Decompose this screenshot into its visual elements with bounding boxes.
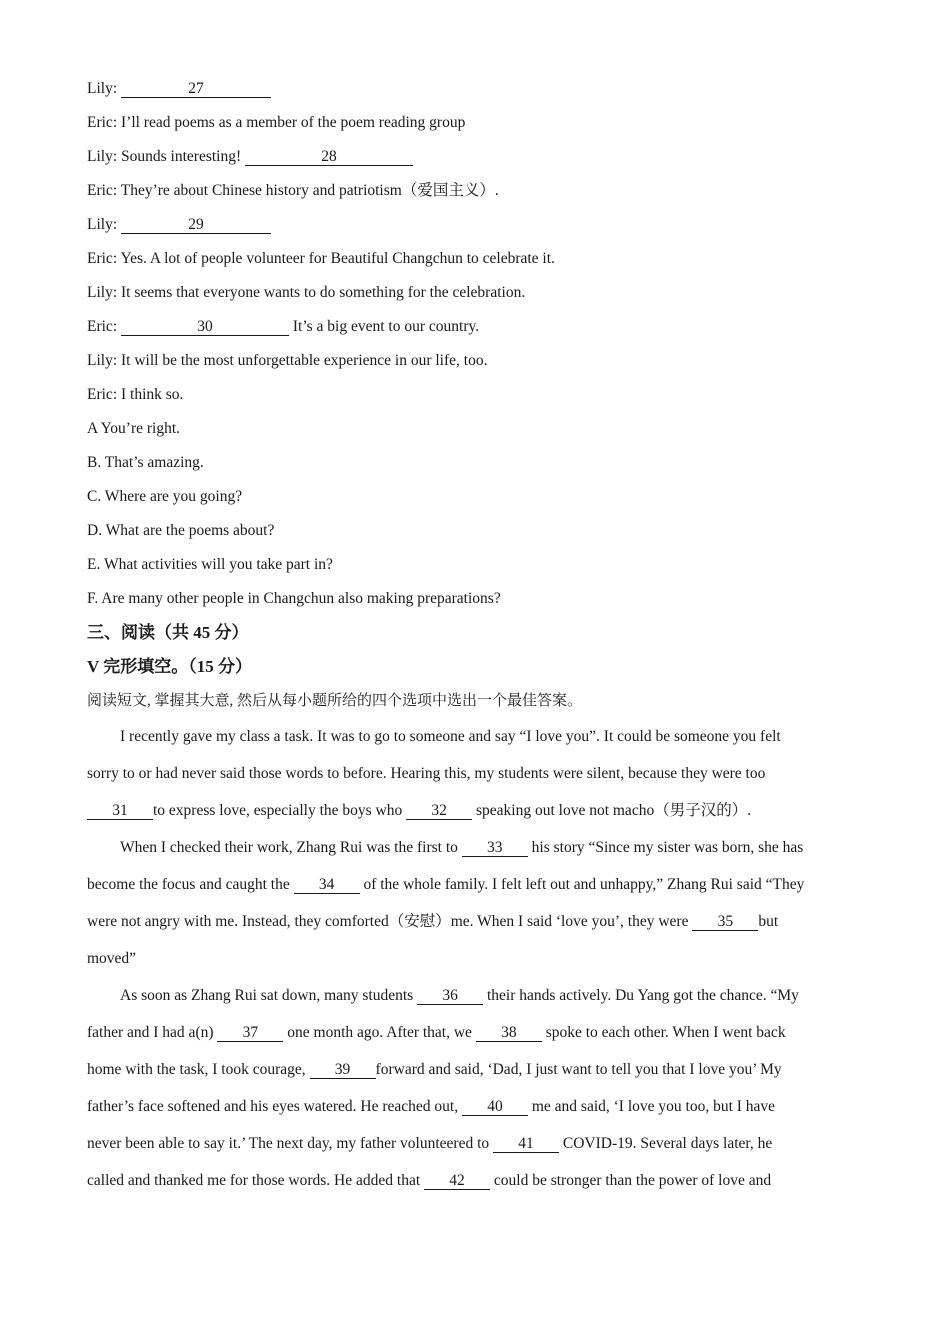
option-f: F. Are many other people in Changchun also making preparations? [87,590,501,607]
speaker: Lily: [87,352,118,369]
answer-blank-40: 40 [462,1099,528,1116]
dialogue-line-29 [87,208,867,242]
passage-line [87,866,867,903]
passage-text: father’s face softened and his eyes watered. He reached out, [87,1098,459,1115]
answer-blank-42: 42 [424,1173,490,1190]
passage-line [87,829,867,866]
passage-text: me and said, ‘I love you too, but I have [531,1098,776,1115]
passage-text: of the whole family. I felt left out and unhappy,” Zhang Rui said “They [363,876,805,893]
dialogue-line [87,242,867,276]
answer-blank-37: 37 [217,1025,283,1042]
dialogue-line [87,344,867,378]
answer-blank-29: 29 [121,217,271,234]
exam-page [87,72,867,1199]
dialogue-text: They’re about Chinese history and patriotism（爱国主义）. [120,182,499,199]
passage-text: become the focus and caught the [87,876,290,893]
passage-line [87,903,867,940]
dialogue-line [87,174,867,208]
passage-line [87,1014,867,1051]
answer-blank-38: 38 [476,1025,542,1042]
dialogue-line [87,106,867,140]
passage-text: When I checked their work, Zhang Rui was the first to [120,839,458,856]
speaker: Lily: [87,284,118,301]
passage-text: one month ago. After that, we [287,1024,472,1041]
answer-blank-30: 30 [121,319,289,336]
dialogue-text: Yes. A lot of people volunteer for Beautiful Changchun to celebrate it. [120,250,555,267]
answer-blank-33: 33 [462,840,528,857]
option-a: A You’re right. [87,420,181,437]
speaker: Eric: [87,250,118,267]
option-d: D. What are the poems about? [87,522,275,539]
passage-text: their hands actively. Du Yang got the chance. “My [486,987,799,1004]
passage-line: I recently gave my class a task. It was to go to someone and say “I love you”. It could be someone you felt [120,728,781,745]
passage-line: sorry to or had never said those words to before. Hearing this, my students were silent, because they were too [87,765,766,782]
answer-blank-41: 41 [493,1136,559,1153]
speaker: Eric: [87,182,118,199]
dialogue-line [87,276,867,310]
answer-blank-34: 34 [294,877,360,894]
passage-text: to express love, especially the boys who [153,802,403,819]
dialogue-text: I think so. [121,386,184,403]
instruction: 阅读短文, 掌握其大意, 然后从每小题所给的四个选项中选出一个最佳答案。 [87,693,583,709]
dialogue-line [87,378,867,412]
passage-line [87,1051,867,1088]
option-e: E. What activities will you take part in? [87,556,333,573]
answer-blank-36: 36 [417,988,483,1005]
passage-line [87,1088,867,1125]
passage-line [87,1162,867,1199]
speaker: Lily: [87,80,118,97]
speaker: Lily: [87,216,118,233]
dialogue-line-28 [87,140,867,174]
passage-text: forward and said, ‘Dad, I just want to tell you that I love you’ My [375,1061,782,1078]
passage-text: COVID-19. Several days later, he [562,1135,773,1152]
passage-text: spoke to each other. When I went back [545,1024,786,1041]
answer-blank-32: 32 [406,803,472,820]
passage-text: could be stronger than the power of love and [493,1172,772,1189]
dialogue-text: It seems that everyone wants to do something for the celebration. [121,284,526,301]
option-c: C. Where are you going? [87,488,243,505]
passage-text: never been able to say it.’ The next day, my father volunteered to [87,1135,490,1152]
passage-text: speaking out love not macho（男子汉的）. [475,802,752,819]
speaker: Eric: [87,114,118,131]
passage-text: his story “Since my sister was born, she has [531,839,804,856]
option-b: B. That’s amazing. [87,454,204,471]
answer-blank-28: 28 [245,149,413,166]
passage-line [87,977,867,1014]
passage-text: As soon as Zhang Rui sat down, many students [120,987,414,1004]
passage-text: father and I had a(n) [87,1024,214,1041]
dialogue-text: I’ll read poems as a member of the poem reading group [121,114,466,131]
answer-blank-31: 31 [87,803,153,820]
speaker: Lily: [87,148,118,165]
speaker: Eric: [87,386,118,403]
answer-blank-35: 35 [692,914,758,931]
passage-line [87,1125,867,1162]
passage-text: were not angry with me. Instead, they comforted（安慰）me. When I said ‘love you’, they were [87,913,689,930]
dialogue-line-27 [87,72,867,106]
speaker: Eric: [87,318,118,335]
dialogue-text: Sounds interesting! [121,148,242,165]
answer-blank-27: 27 [121,81,271,98]
passage-text: home with the task, I took courage, [87,1061,306,1078]
passage-line: moved” [87,950,137,967]
passage-line [87,792,867,829]
dialogue-text: It will be the most unforgettable experience in our life, too. [121,352,488,369]
dialogue-text: It’s a big event to our country. [292,318,480,335]
section-title: 三、阅读（共 45 分） [87,623,249,642]
answer-blank-39: 39 [310,1062,376,1079]
subsection-title: V 完形填空。（15 分） [87,657,252,676]
dialogue-line-30 [87,310,867,344]
passage-text: but [758,913,779,930]
passage-text: called and thanked me for those words. He added that [87,1172,421,1189]
